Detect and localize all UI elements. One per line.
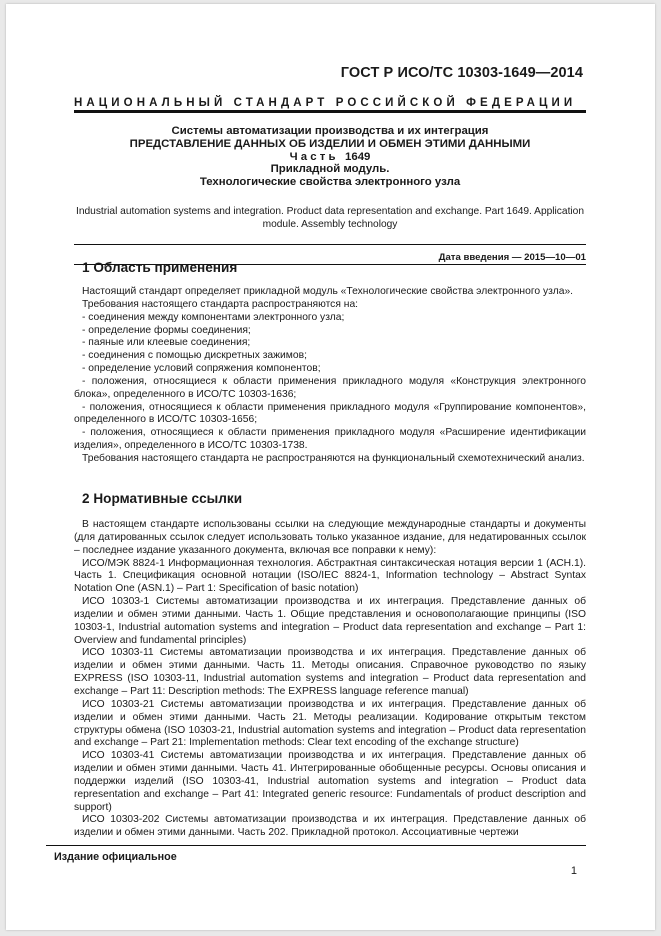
section-1-paragraph: Требования настоящего стандарта распространяются на: [82,298,359,310]
section-1-heading: 1 Область применения [82,260,238,275]
list-item: - определение условий сопряжения компонентов; [82,363,321,375]
list-item: - положения, относящиеся к области применения прикладного модуля «Конструкция электронного блока», определенного в ИСО/ТС 10303-1636; [74,375,586,400]
page-number: 1 [570,865,577,877]
list-item: - положения, относящиеся к области применения прикладного модуля «Группирование компонентов», определенного в ИСО/ТС 10303-1656; [74,401,586,426]
title-rule [74,244,586,245]
title-line-4: Прикладной модуль. [270,163,390,176]
list-item: - положения, относящиеся к области применения прикладного модуля «Расширение идентификации изделия», определенного в ИСО/ТС 10303-1738. [74,427,586,452]
list-item: - соединения между компонентами электронного узла; [82,311,345,323]
section-2-heading: 2 Нормативные ссылки [82,491,243,506]
list-item: - соединения с помощью дискретных зажимов; [82,350,307,362]
normative-reference: ИСО 10303-1 Системы автоматизации производства и их интеграция. Представление данных об изделии и обмен этими данными. Часть 1. Общие представления и основополагающие принципы (ISO 10303-1, Industrial automation systems and integration – Product data representation and exchange – Part 1: Overview and fundamental principles) [74,596,586,646]
section-1-body [74,286,586,466]
section-1-paragraph: Настоящий стандарт определяет прикладной модуль «Технологические свойства электронного узла». [82,286,574,297]
title-line-2: ПРЕДСТАВЛЕНИЕ ДАННЫХ ОБ ИЗДЕЛИИ И ОБМЕН ЭТИМИ ДАННЫМИ [129,137,531,150]
standard-code: ГОСТ Р ИСО/ТС 10303-1649—2014 [340,65,583,81]
header-rule [74,110,586,113]
footer-rule [46,845,586,846]
section-2-body [74,519,586,840]
normative-reference: ИСО 10303-11 Системы автоматизации производства и их интеграция. Представление данных об изделии и обмен этими данными. Часть 11. Методы описания. Справочное руководство по языку EXPRESS (ISO 10303-11, Industrial automation systems and integration – Product data representation and exchange – Part 11: Description methods: The EXPRESS language reference manual) [74,647,586,697]
title-line-3: Ч а с т ь 1649 [289,150,371,163]
national-standard-banner: НАЦИОНАЛЬНЫЙ СТАНДАРТ РОССИЙСКОЙ ФЕДЕРАЦИИ [74,97,577,109]
english-title: Industrial automation systems and integration. Product data representation and exchange. Part 1649. Application module. Assembly technology [76,206,584,230]
section-1-paragraph: Требования настоящего стандарта не распространяются на функциональный схемотехнический анализ. [82,452,585,464]
list-item: - паяные или клеевые соединения; [82,337,251,349]
normative-reference: ИСО/МЭК 8824-1 Информационная технология. Абстрактная синтаксическая нотация версии 1 (АСН.1). Часть 1. Спецификация основной нотации (ISO/IEC 8824-1, Information technology – Abstract Syntax Notation One (ASN.1) – Part 1: Specification of basic notation) [74,557,586,595]
title-line-5: Технологические свойства электронного узла [199,176,461,189]
official-edition-label: Издание официальное [54,851,177,863]
document-title [74,125,586,189]
normative-reference: ИСО 10303-41 Системы автоматизации производства и их интеграция. Представление данных об изделии и обмен этими данными. Часть 41. Интегрированные обобщенные ресурсы. Основы описания и поддержки изделий (ISO 10303-41, Industrial automation systems and integration – Product data representation and exchange – Part 41: Integrated generic resource: Fundamentals of product description and support) [74,750,586,813]
normative-reference: ИСО 10303-202 Системы автоматизации производства и их интеграция. Представление данных об изделии и обмен этими данными. Часть 202. Прикладной протокол. Ассоциативные чертежи [74,814,586,839]
introduction-date: Дата введения — 2015—10—01 [438,252,586,263]
section-2-paragraph: В настоящем стандарте использованы ссылки на следующие международные стандарты и документы (для датированных ссылок следует использовать только указанное издание, для недатированных ссылок – последнее издание указанного документа, включая все поправки к нему): [74,519,586,556]
list-item: - определение формы соединения; [82,324,251,336]
document-page [6,4,655,930]
title-line-1: Системы автоматизации производства и их интеграция [171,125,489,137]
normative-reference: ИСО 10303-21 Системы автоматизации производства и их интеграция. Представление данных об изделии и обмен этими данными. Часть 21. Методы реализации. Кодирование открытым текстом структуры обмена (ISO 10303-21, Industrial automation systems and integration – Product data representation and exchange – Part 21: Implementation methods: Clear text encoding of the exchange structure) [74,698,586,749]
